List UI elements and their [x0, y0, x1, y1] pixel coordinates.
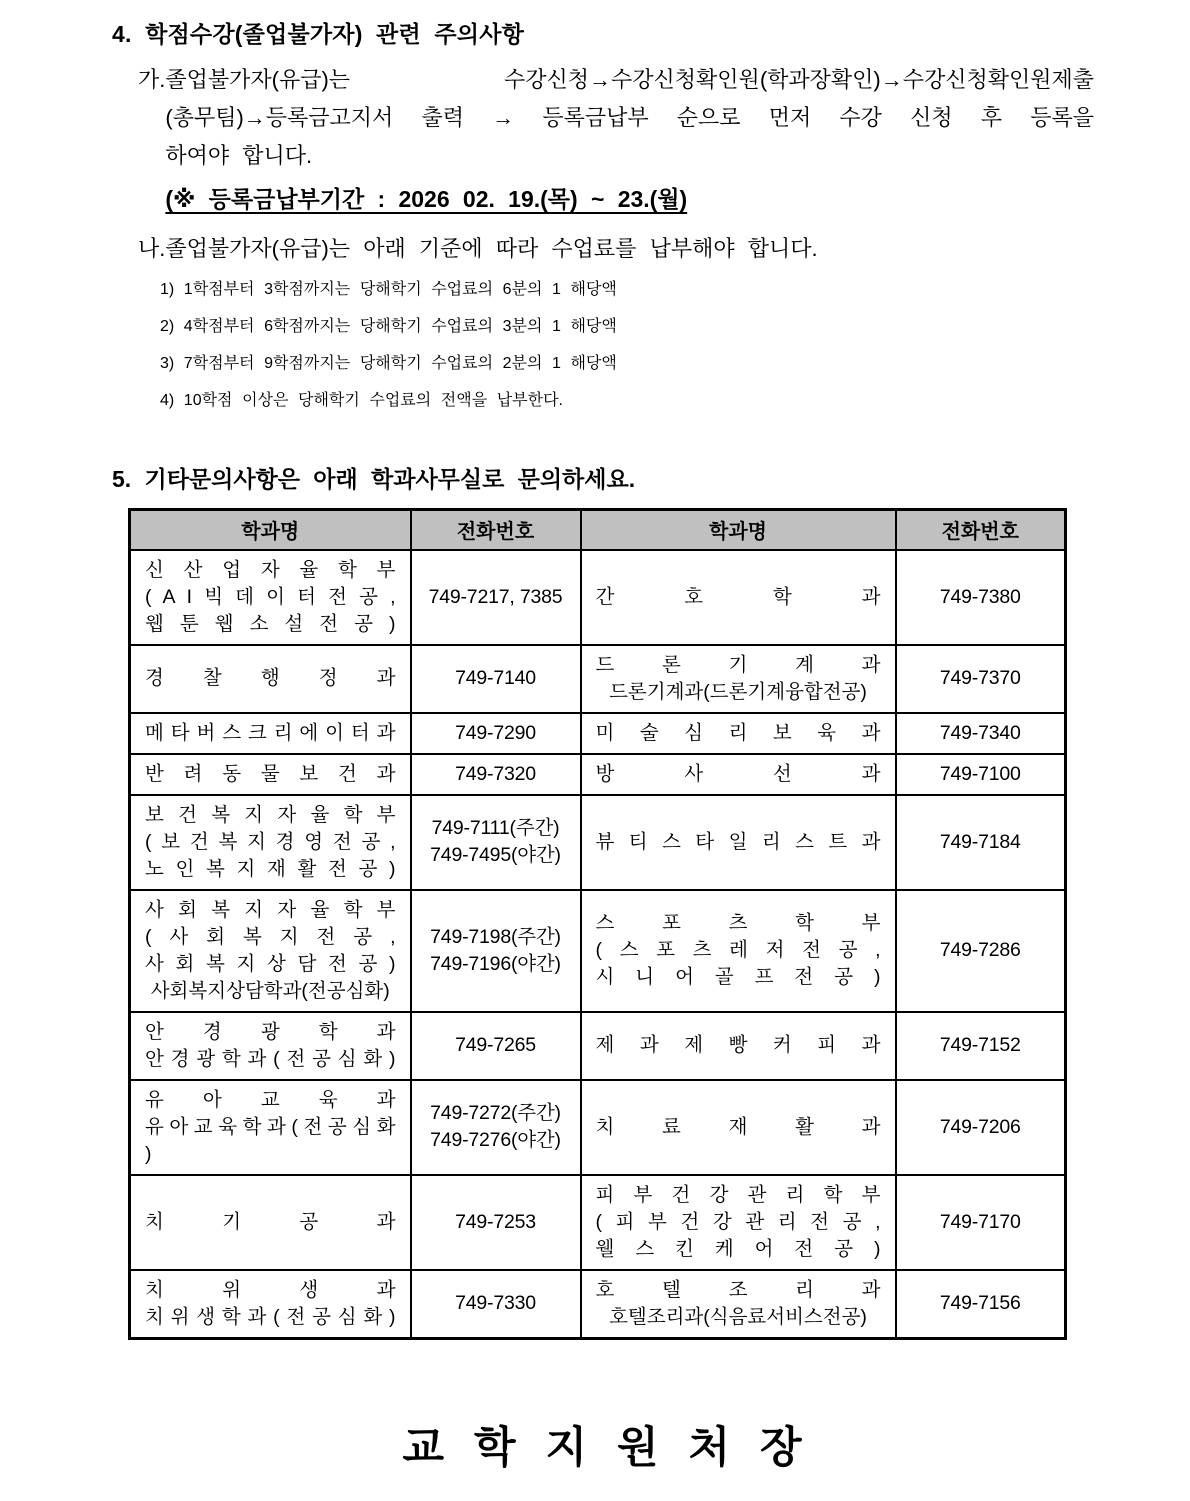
dept-name-line: 시 니 어 골 프 전 공 ): [595, 966, 881, 988]
table-row: [130, 1080, 1066, 1175]
dept-name-line: 경 찰 행 정 과: [145, 667, 396, 689]
dept-name-line: 치 위 생 학 과 ( 전 공 심 화 ): [145, 1305, 396, 1328]
dept-cell: [130, 713, 411, 754]
table-row: [130, 1270, 1066, 1339]
dept-name-line: ( A I 빅 데 이 터 전 공 ,: [145, 585, 396, 608]
dept-name-line: 메 타 버 스 크 리 에 이 터 과: [145, 721, 396, 744]
dept-cell: [130, 1270, 411, 1339]
dept-name-line: 호 텔 조 리 과: [595, 1278, 881, 1301]
table-header-cell: 전화번호: [411, 510, 581, 550]
tuition-rule-4: 4) 10학점 이상은 당해학기 수업료의 전액을 납부한다.: [160, 392, 563, 409]
dept-cell: [130, 795, 411, 890]
table-row: [130, 1175, 1066, 1270]
table-row: [130, 550, 1066, 645]
dept-name-line: 보 건 복 지 자 율 학 부: [145, 803, 396, 826]
item-ga-line2: (총무팀)→등록금고지서 출력 → 등록금납부 순으로 먼저 수강 신청 후 등록을: [165, 105, 1094, 130]
tel-number-line: 749-7156: [939, 1292, 1021, 1314]
tel-number-line: 749-7184: [939, 830, 1021, 853]
tel-number-line: 749-7206: [939, 1115, 1021, 1138]
dept-name-line: 반 려 동 물 보 건 과: [145, 762, 396, 785]
tel-number-line: 749-7265: [455, 1034, 536, 1056]
dept-cell: [581, 890, 896, 1012]
tel-cell: [896, 890, 1066, 1012]
dept-name-line: 드론기계과(드론기계융합전공): [609, 680, 867, 703]
tel-cell: [411, 890, 581, 1012]
tel-number-line: 749-7196(야간): [430, 952, 561, 975]
tel-cell: [411, 1080, 581, 1175]
section4-heading: 4. 학점수강(졸업불가자) 관련 주의사항: [112, 21, 525, 47]
dept-name-line: 제 과 제 빵 커 피 과: [595, 1034, 881, 1056]
dept-cell: [581, 1012, 896, 1080]
tel-number-line: 749-7495(야간): [430, 844, 561, 866]
signature-title: 교 학 지 원 처 장: [402, 1423, 804, 1472]
tel-cell: [411, 645, 581, 713]
dept-name-line: 안 경 광 학 과: [145, 1020, 396, 1043]
table-row: [130, 645, 1066, 713]
dept-name-line: 간 호 학 과: [595, 585, 881, 608]
tel-number-line: 749-7370: [939, 667, 1021, 689]
dept-cell: [581, 550, 896, 645]
tel-number-line: 749-7111(주간): [431, 817, 560, 839]
table-header-row: [130, 510, 1066, 550]
dept-name-line: 치 기 공 과: [145, 1210, 396, 1233]
tel-cell: [896, 1012, 1066, 1080]
dept-cell: [130, 645, 411, 713]
dept-name-line: 사 회 복 지 자 율 학 부: [145, 898, 396, 921]
tel-number-line: 749-7170: [939, 1210, 1021, 1233]
tel-cell: [411, 754, 581, 795]
dept-name-line: ( 피 부 건 강 관 리 전 공 ,: [595, 1210, 881, 1233]
dept-cell: [130, 1175, 411, 1270]
table-row: [130, 1012, 1066, 1080]
dept-cell: [130, 1080, 411, 1175]
tel-number-line: 749-7100: [939, 762, 1021, 785]
payment-period-note: (※ 등록금납부기간 : 2026 02. 19.(목) ~ 23.(월): [165, 186, 688, 212]
table-row: [130, 795, 1066, 890]
tel-cell: [411, 1175, 581, 1270]
tuition-rules-list: [112, 271, 1094, 419]
table-row: [130, 890, 1066, 1012]
dept-cell: [581, 754, 896, 795]
item-ga: [112, 61, 1094, 218]
tel-cell: [896, 645, 1066, 713]
table-body: [130, 550, 1066, 1339]
tel-cell: [411, 1012, 581, 1080]
tel-cell: [896, 550, 1066, 645]
dept-name-line: ( 스 포 츠 레 저 전 공 ,: [595, 939, 881, 961]
dept-name-line: 유 아 교 육 학 과 ( 전 공 심 화 ): [145, 1115, 396, 1165]
tel-cell: [896, 1175, 1066, 1270]
tel-number-line: 749-7330: [455, 1292, 536, 1314]
dept-name-line: ( 사 회 복 지 전 공 ,: [145, 925, 396, 948]
item-ga-line3: 하여야 합니다.: [165, 143, 313, 168]
dept-name-line: 스 포 츠 학 부: [595, 912, 881, 934]
tel-cell: [411, 550, 581, 645]
dept-cell: [130, 1012, 411, 1080]
dept-name-line: 사 회 복 지 상 담 전 공 ): [145, 952, 396, 975]
dept-name-line: 안 경 광 학 과 ( 전 공 심 화 ): [145, 1047, 396, 1070]
department-contact-table: [128, 508, 1067, 1340]
tel-number-line: 749-7276(야간): [430, 1129, 561, 1151]
dept-cell: [581, 1270, 896, 1339]
dept-name-line: ( 보 건 복 지 경 영 전 공 ,: [145, 830, 396, 853]
dept-cell: [130, 550, 411, 645]
dept-name-line: 피 부 건 강 관 리 학 부: [595, 1183, 881, 1206]
tel-number-line: 749-7140: [455, 667, 536, 689]
tel-cell: [896, 713, 1066, 754]
dept-cell: [581, 713, 896, 754]
item-ga-line1: 졸업불가자(유급)는 수강신청→수강신청확인원(학과장확인)→수강신청확인원제출: [165, 67, 1094, 92]
dept-cell: [130, 890, 411, 1012]
table-row: [130, 754, 1066, 795]
dept-name-line: 노 인 복 지 재 활 전 공 ): [145, 857, 396, 880]
item-na: [112, 230, 1094, 268]
tel-number-line: 749-7253: [455, 1210, 536, 1233]
dept-cell: [581, 1080, 896, 1175]
item-ga-label: 가.: [138, 67, 166, 92]
dept-name-line: 치 료 재 활 과: [595, 1115, 881, 1138]
tuition-rule-1: 1) 1학점부터 3학점까지는 당해학기 수업료의 6분의 1 해당액: [160, 281, 617, 298]
dept-name-line: 신 산 업 자 율 학 부: [145, 558, 396, 581]
tel-cell: [411, 795, 581, 890]
dept-cell: [581, 795, 896, 890]
dept-name-line: 치 위 생 과: [145, 1278, 396, 1301]
tuition-rule-3: 3) 7학점부터 9학점까지는 당해학기 수업료의 2분의 1 해당액: [160, 355, 617, 372]
tel-number-line: 749-7380: [939, 585, 1021, 608]
tel-number-line: 749-7320: [455, 762, 536, 785]
tel-number-line: 749-7152: [939, 1034, 1021, 1056]
section5-heading: 5. 기타문의사항은 아래 학과사무실로 문의하세요.: [112, 466, 636, 492]
tel-cell: [411, 1270, 581, 1339]
dept-name-line: 웰 스 킨 케 어 전 공 ): [595, 1237, 881, 1260]
tel-cell: [896, 754, 1066, 795]
tel-cell: [896, 795, 1066, 890]
tel-number-line: 749-7290: [455, 721, 536, 744]
item-na-text: 졸업불가자(유급)는 아래 기준에 따라 수업료를 납부해야 합니다.: [165, 236, 818, 261]
tel-cell: [896, 1080, 1066, 1175]
dept-name-line: 방 사 선 과: [595, 762, 881, 785]
table-header-cell: 학과명: [130, 510, 411, 550]
dept-name-line: 사회복지상담학과(전공심화): [150, 979, 390, 1002]
dept-cell: [581, 1175, 896, 1270]
dept-name-line: 유 아 교 육 과: [145, 1088, 396, 1111]
dept-name-line: 뷰 티 스 타 일 리 스 트 과: [595, 830, 881, 853]
dept-name-line: 드 론 기 계 과: [595, 653, 881, 676]
table-row: [130, 713, 1066, 754]
tuition-rule-2: 2) 4학점부터 6학점까지는 당해학기 수업료의 3분의 1 해당액: [160, 318, 617, 335]
tel-number-line: 749-7286: [939, 939, 1021, 961]
tel-number-line: 749-7217, 7385: [428, 585, 563, 608]
dept-cell: [130, 754, 411, 795]
dept-name-line: 호텔조리과(식음료서비스전공): [609, 1305, 867, 1328]
dept-name-line: 웹 툰 웹 소 설 전 공 ): [145, 612, 396, 635]
tel-cell: [411, 713, 581, 754]
dept-cell: [581, 645, 896, 713]
table-header-cell: 학과명: [581, 510, 896, 550]
dept-name-line: 미 술 심 리 보 육 과: [595, 721, 881, 744]
table-header-cell: 전화번호: [896, 510, 1066, 550]
item-ga-text: [165, 61, 1094, 218]
tel-number-line: 749-7272(주간): [430, 1102, 561, 1124]
item-na-label: 나.: [138, 236, 166, 261]
tel-cell: [896, 1270, 1066, 1339]
tel-number-line: 749-7340: [939, 721, 1021, 744]
tel-number-line: 749-7198(주간): [430, 925, 561, 948]
